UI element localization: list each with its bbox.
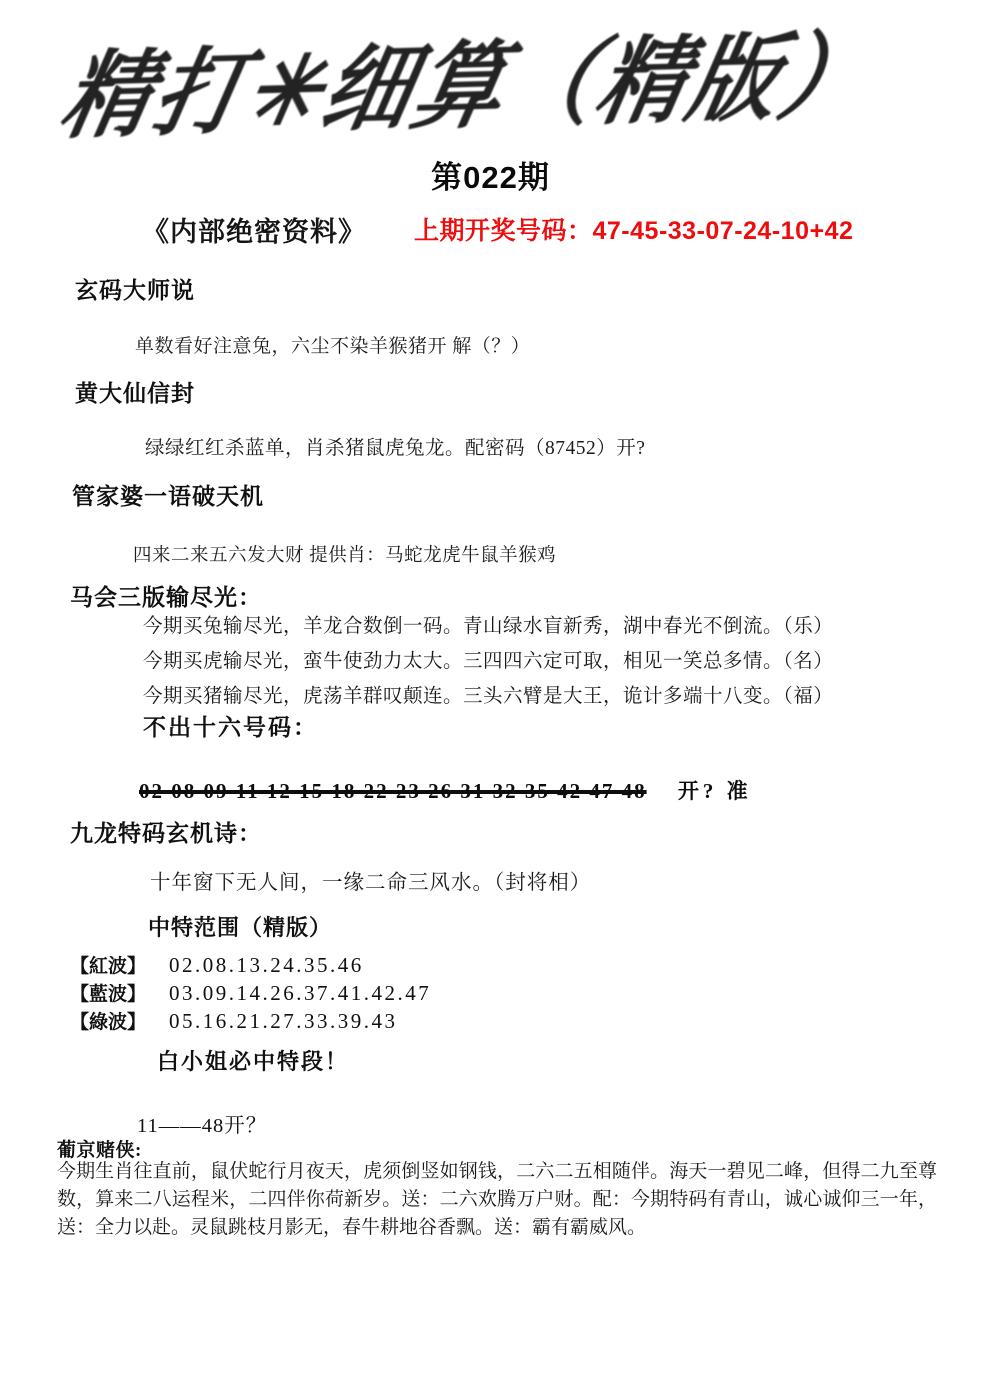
guanjiapo-tip-line: 四来二来五六发大财 提供肖：马蛇龙虎牛鼠羊猴鸡: [133, 546, 557, 566]
section-title-huangdaxian: 黄大仙信封: [75, 381, 195, 406]
section-title-mahui: 马会三版输尽光：: [70, 585, 262, 610]
red-wave-numbers: 02.08.13.24.35.46: [169, 953, 364, 977]
excluded-numbers-suffix: 开? 准: [677, 779, 752, 803]
wave-row-blue: [70, 979, 431, 1006]
excluded-numbers-row: [139, 775, 752, 805]
secret-material-label: 《内部绝密资料》: [142, 217, 366, 247]
section-title-guanjiapo: 管家婆一语破天机: [72, 484, 264, 509]
section-title-jiulong: 九龙特码玄机诗：: [70, 821, 262, 846]
issue-number: 第022期: [431, 160, 550, 195]
jiulong-poem-line: 十年窗下无人间，一缘二命三风水。（封将相）: [150, 872, 592, 894]
blue-wave-label: 【藍波】: [70, 984, 147, 1005]
mahui-verse-line: 今期买虎输尽光，蛮牛使劲力太大。三四四六定可取，相见一笑总多情。（名）: [143, 651, 834, 672]
pujing-paragraph: 今期生肖往直前，鼠伏蛇行月夜天，虎须倒竖如钢钱，二六二五相随伴。海天一碧见二峰，但得二九至尊数，算来二八运程米，二四伴你荷新岁。送：二六欢腾万户财。配：今期特码有青山，诚心诚仰三一年，送：全力以赴。灵鼠跳枝月影无，春牛耕地谷香飘。送：霸有霸威风。: [57, 1161, 937, 1238]
section-title-xuanma: 玄码大师说: [75, 278, 195, 303]
green-wave-numbers: 05.16.21.27.33.39.43: [169, 1009, 398, 1033]
wave-row-green: [70, 1007, 398, 1034]
huangdaxian-tip-line: 绿绿红红杀蓝单，肖杀猪鼠虎兔龙。配密码（87452）开?: [145, 438, 646, 459]
special-range-line: 11——48开？: [137, 1115, 268, 1137]
baixiaojie-headline: 白小姐必中特段！: [157, 1049, 350, 1074]
section-title-sixteen-numbers: 不出十六号码：: [143, 715, 318, 740]
mahui-verse-line: 今期买猪输尽光，虎荡羊群叹颠连。三头六臂是大王，诡计多端十八变。（福）: [143, 686, 834, 707]
zhongte-range-subtitle: 中特范围（精版）: [148, 915, 333, 940]
mahui-verse-line: 今期买兔输尽光，羊龙合数倒一码。青山绿水盲新秀，湖中春光不倒流。（乐）: [143, 616, 834, 637]
excluded-numbers-struck: 02 08 09 11 12 15 18 22 23 26 31 32 35 42 47 48: [139, 779, 647, 803]
section-title-pujing: 葡京赌侠:: [57, 1140, 142, 1161]
last-draw-numbers: 上期开奖号码：47-45-33-07-24-10+42: [414, 217, 854, 245]
wave-row-red: [70, 951, 364, 978]
green-wave-label: 【綠波】: [70, 1012, 147, 1033]
xuanma-tip-line: 单数看好注意兔，六尘不染羊猴猪开 解（？）: [135, 336, 531, 357]
masthead-logo: 精打✳细算（精版）: [52, 24, 884, 151]
blue-wave-numbers: 03.09.14.26.37.41.42.47: [169, 981, 432, 1005]
red-wave-label: 【紅波】: [70, 956, 147, 977]
